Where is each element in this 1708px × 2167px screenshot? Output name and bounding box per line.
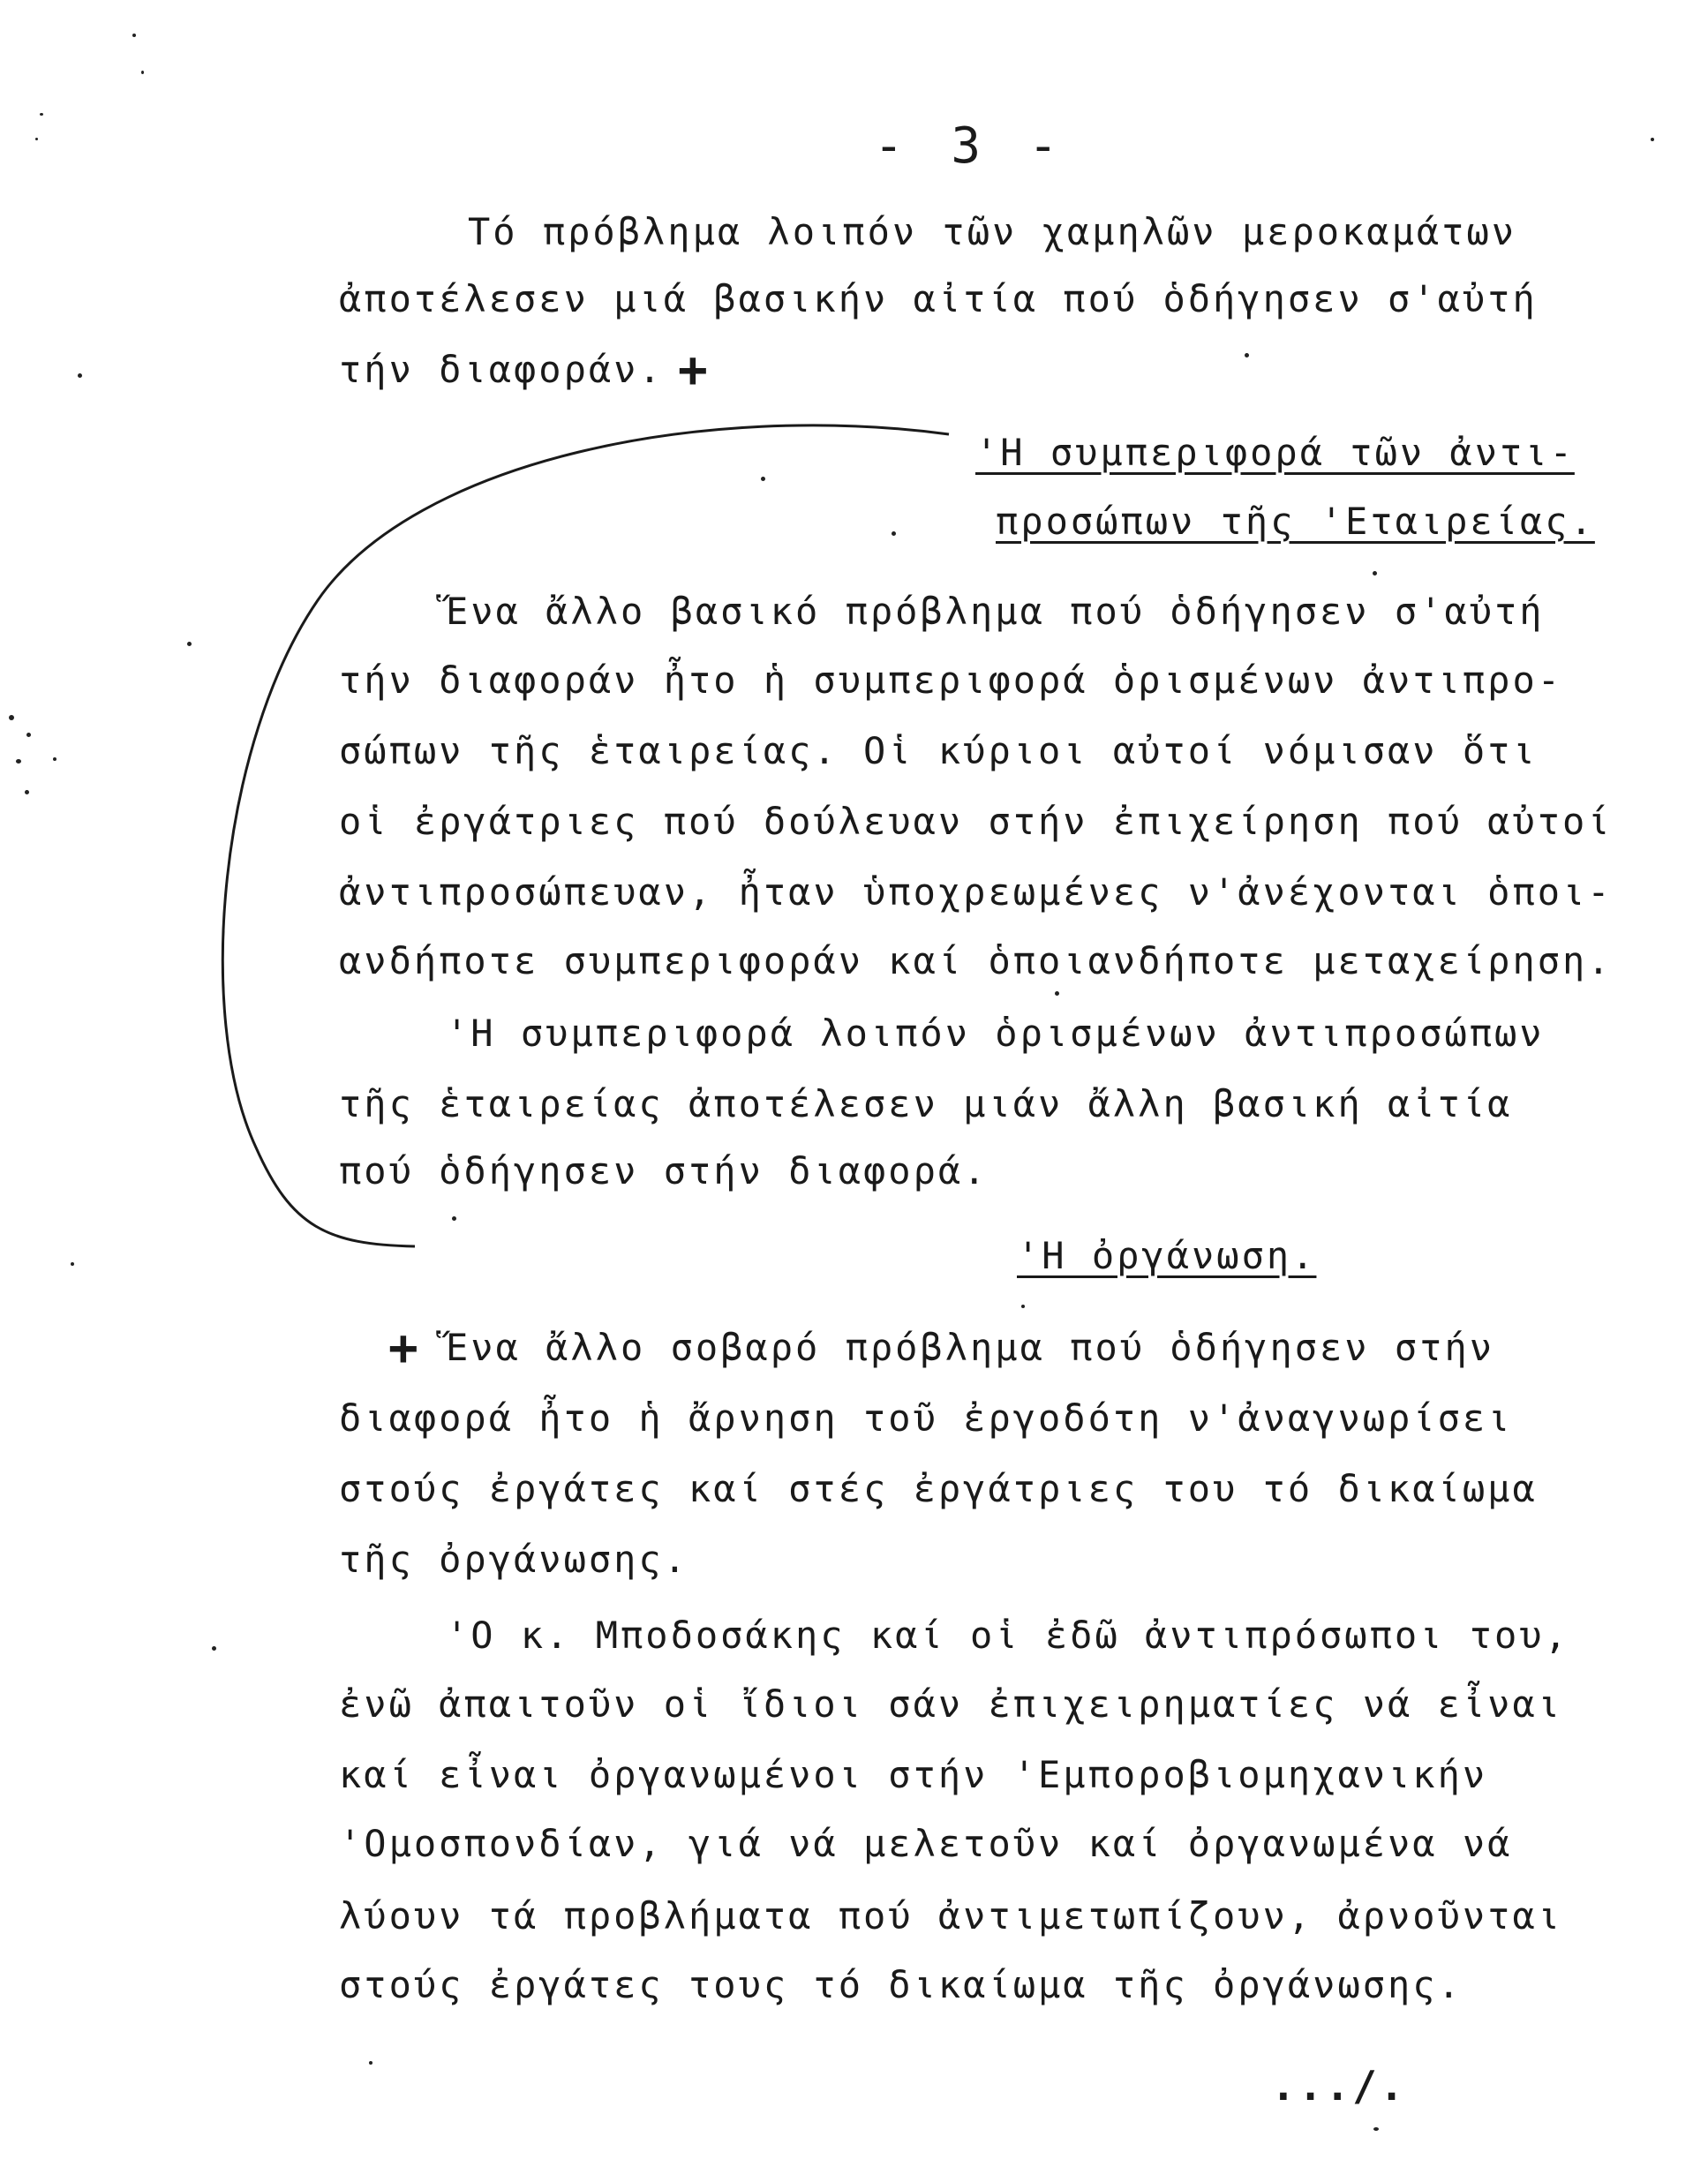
speck — [1055, 991, 1059, 996]
text-line: ανδήποτε συμπεριφοράν καί ὁποιανδήποτε μεταχείρηση. — [339, 939, 1613, 982]
text-line: Ἕνα ἄλλο σοβαρό πρόβλημα πού ὁδήγησεν στήν — [446, 1326, 1495, 1369]
speck — [187, 642, 192, 646]
speck — [452, 1216, 456, 1221]
text-line: σώπων τῆς ἑταιρείας. Οἱ κύριοι αὐτοί νόμισαν ὅτι — [339, 729, 1538, 772]
continuation-mark: .../. — [1271, 2062, 1407, 2110]
speck — [141, 71, 144, 74]
section-heading: προσώπων τῆς 'Εταιρείας. — [996, 500, 1595, 543]
speck — [1245, 353, 1249, 357]
section-heading: 'Η ὀργάνωση. — [1017, 1234, 1317, 1277]
insertion-mark: + — [388, 1320, 418, 1377]
speck — [25, 790, 29, 794]
section-heading: 'Η συμπεριφορά τῶν ἀντι- — [975, 431, 1575, 474]
speck — [892, 531, 896, 536]
text-line: 'Η συμπεριφορά λοιπόν ὁρισμένων ἀντιπροσώπων — [446, 1012, 1545, 1055]
speck — [40, 113, 43, 116]
speck — [78, 373, 82, 378]
text-line: πού ὁδήγησεν στήν διαφορά. — [339, 1149, 989, 1193]
insertion-mark: + — [678, 342, 708, 399]
text-line: ἐνῶ ἀπαιτοῦν οἱ ἴδιοι σάν ἐπιχειρηματίες νά εἶναι — [339, 1682, 1563, 1726]
text-line: ἀποτέλεσεν μιά βασικήν αἰτία πού ὁδήγησεν σ'αὐτή — [339, 277, 1538, 320]
text-line: διαφορά ἦτο ἡ ἄρνηση τοῦ ἐργοδότη ν'ἀναγνωρίσει — [339, 1396, 1513, 1440]
text-line: τῆς ἑταιρείας ἀποτέλεσεν μιάν ἄλλη βασική αἰτία — [339, 1082, 1513, 1125]
speck — [132, 34, 136, 37]
speck — [35, 138, 38, 140]
speck — [369, 2061, 372, 2065]
text-line: καί εἶναι ὀργανωμένοι στήν 'Εμποροβιομηχανικήν — [339, 1753, 1488, 1796]
text-line: ἀντιπροσώπευαν, ἦταν ὑποχρεωμένες ν'ἀνέχονται ὁποι- — [339, 870, 1613, 914]
speck — [212, 1646, 216, 1651]
text-line: Ἕνα ἄλλο βασικό πρόβλημα πού ὁδήγησεν σ'αὐτή — [446, 590, 1545, 633]
text-line: τῆς ὀργάνωσης. — [339, 1538, 689, 1581]
speck — [761, 477, 765, 481]
text-line: στούς ἐργάτες τους τό δικαίωμα τῆς ὀργάνωσης. — [339, 1963, 1463, 2006]
speck — [9, 715, 14, 720]
speck — [53, 757, 56, 761]
text-line: τήν διαφοράν. — [339, 348, 664, 391]
text-line: λύουν τά προβλήματα πού ἀντιμετωπίζουν, ἀρνοῦνται — [339, 1894, 1563, 1938]
speck — [16, 759, 21, 764]
text-line: 'Ο κ. Μποδοσάκης καί οἱ ἐδῶ ἀντιπρόσωποι του, — [446, 1614, 1569, 1657]
speck — [71, 1262, 74, 1266]
text-line: τήν διαφοράν ἦτο ἡ συμπεριφορά ὁρισμένων ἀντιπρο- — [339, 658, 1563, 702]
speck — [1373, 2127, 1379, 2131]
speck — [1021, 1305, 1025, 1308]
speck — [26, 733, 31, 737]
text-line: οἱ ἐργάτριες πού δούλευαν στήν ἐπιχείρηση πού αὐτοί — [339, 800, 1613, 843]
text-line: 'Ομοσπονδίαν, γιά νά μελετοῦν καί ὀργανωμένα νά — [339, 1822, 1513, 1865]
speck — [1651, 138, 1654, 141]
page-number: - 3 - — [874, 117, 1067, 175]
text-line: στούς ἐργάτες καί στές ἐργάτριες του τό δικαίωμα — [339, 1467, 1538, 1510]
speck — [1373, 571, 1377, 576]
text-line: Τό πρόβλημα λοιπόν τῶν χαμηλῶν μεροκαμάτων — [468, 210, 1517, 253]
